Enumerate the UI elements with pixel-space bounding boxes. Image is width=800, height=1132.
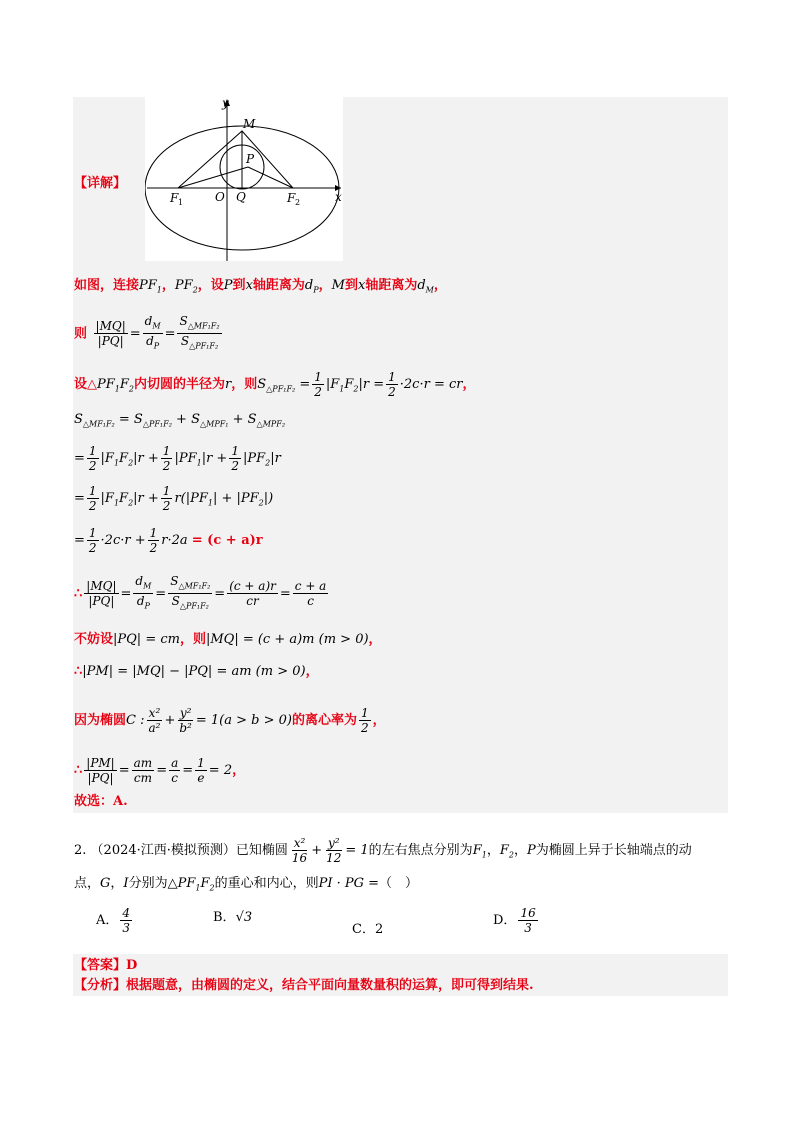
solution-line-4: $S_{\triangle MF_1F_2} = S_{\triangle PF_1F_2} + S_{\triangle MPF_1} + S_{\triangle MPF_2}$ (74, 412, 286, 429)
answer-line: 【答案】D (74, 958, 138, 973)
solution-line-12: ∴ $\frac{|PM|}{|PQ|}$ = $\frac{am}{cm}$ = $\frac{a}{c}$ = $\frac{1}{e}$ = 2， (74, 756, 246, 785)
solution-line-11: 因为椭圆C : $\frac{\text{x²}}{\text{a²}}$ + $\frac{\text{y²}}{\text{b²}}$ = 1(a > b > 0)的离心率为 $\frac{1}{2}$ ， (74, 706, 386, 735)
solution-line-8: ∴ $\frac{|MQ|}{|PQ|}$ = $\frac{d_M}{d_P}$ = $\frac{S_{\triangle MF_1F_2}}{S_{\triangle PF_1F_2}}$ = $\frac{(c + a)r}{cr}$ = $\frac{c + a}{c}$ (74, 574, 327, 611)
solution-line-2: 则 $\frac{|MQ|}{|PQ|}$ = $\frac{d_M}{d_P}$ = $\frac{S_{\triangle MF_1F_2}}{S_{\triangle PF_1F_2}}$ (74, 314, 220, 351)
solution-line-7: = $\frac{1}{2}$ ·2c·r + $\frac{1}{2}$ r·2a = (c + a)r (74, 526, 263, 555)
fig-label-f2: F (287, 191, 296, 205)
fig-label-p: P (246, 152, 255, 166)
option-a[interactable]: A． $\frac{4}{3}$ (96, 906, 131, 935)
solution-line-3: 设$\triangle PF_1F_2$内切圆的半径为r，则$S_{\triangle PF_1F_2}$ = $\frac{1}{2}$ $|F_1F_2|r$ = $\frac{1}{2}$ ·2c·r = cr， (74, 370, 476, 399)
analysis-line: 【分析】根据题意，由椭圆的定义，结合平面向量数量积的运算，即可得到结果. (74, 978, 534, 993)
detail-label: 【详解】 (74, 176, 127, 191)
solution-line-10: ∴|PM| = |MQ| − |PQ| = am (m > 0)， (74, 664, 319, 679)
ellipse-figure (145, 97, 343, 261)
solution-line-5: = $\frac{1}{2}$ $|F_1F_2|r$ + $\frac{1}{2}$ $|PF_1|r$ + $\frac{1}{2}$ $|PF_2|r$ (74, 444, 281, 473)
fig-label-f1: F (170, 191, 179, 205)
question-2-line-1: 2. （2024·江西·模拟预测）已知椭圆 $\frac{\text{x²}}{16}$ + $\frac{\text{y²}}{12}$ = 1的左右焦点分别为$F_1$，$F_2$，P为椭圆上异于长轴端点的动 (74, 836, 692, 865)
solution-line-6: = $\frac{1}{2}$ $|F_1F_2|r$ + $\frac{1}{2}$ $r(|PF_1| + |PF_2|)$ (74, 484, 274, 513)
option-c[interactable]: C．2 (352, 922, 384, 937)
solution-line-9: 不妨设|PQ| = cm，则|MQ| = (c + a)m (m > 0)， (74, 632, 382, 647)
option-b[interactable]: B．√3 (213, 910, 253, 925)
fig-label-f1-sub: 1 (178, 198, 184, 207)
ellipse-diagram (145, 97, 343, 261)
question-2-line-2: 点，G，I分别为$\triangle PF_1F_2$的重心和内心，则PI · PG =（ ） (74, 876, 419, 893)
solution-conclusion: 故选：A. (74, 794, 128, 809)
fig-label-f2-sub: 2 (295, 198, 301, 207)
option-d[interactable]: D． $\frac{16}{3}$ (493, 906, 536, 935)
fig-label-m: M (243, 117, 256, 131)
fig-label-x: x (335, 190, 342, 204)
solution-line-1: 如图，连接$PF_1$，$PF_2$，设P到x轴距离为$d_P$，M到x轴距离为$d_M$， (74, 278, 447, 295)
fig-label-q: Q (236, 190, 246, 204)
fig-label-o: O (215, 190, 225, 204)
fig-label-y: y (222, 97, 229, 110)
